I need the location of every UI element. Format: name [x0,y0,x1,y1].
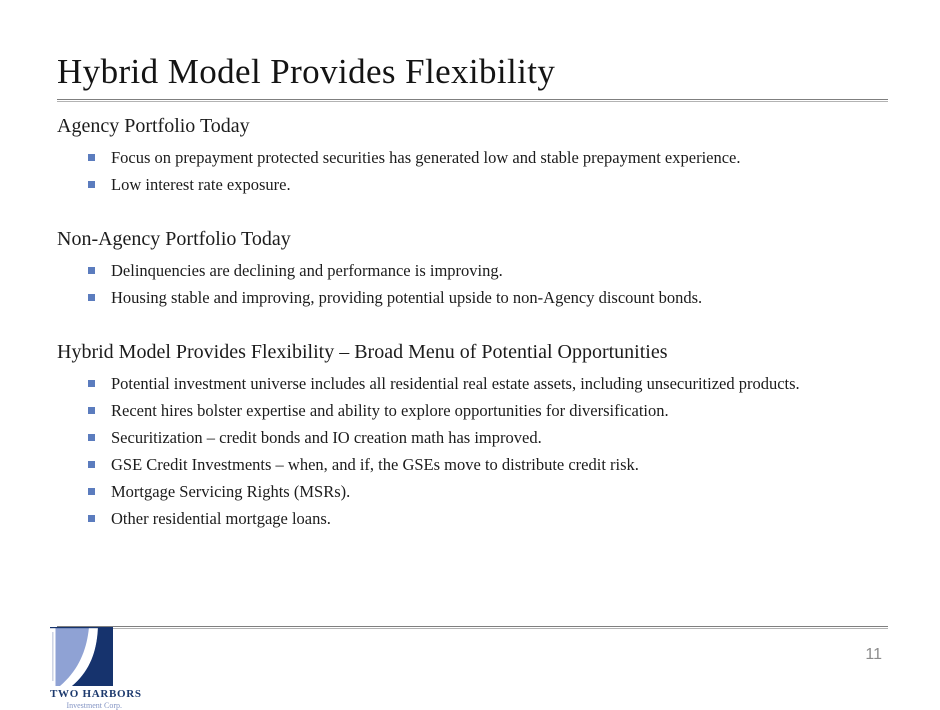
bullet-text: Delinquencies are declining and performance is improving. [111,261,503,281]
section-heading: Hybrid Model Provides Flexibility – Broad Menu of Potential Opportunities [57,341,668,364]
bullet-item [57,288,895,307]
bullet-item [57,509,895,528]
two-harbors-logo-mark-icon [50,627,122,686]
bullet-item [57,401,895,420]
bullet-item [57,175,895,194]
bullet-text: Potential investment universe includes all residential real estate assets, including unsecuritized products. [111,374,800,394]
bullet-square-icon [88,488,95,495]
bullet-text: Low interest rate exposure. [111,175,291,195]
bullet-item [57,455,895,474]
bullet-square-icon [88,267,95,274]
bullet-item [57,482,895,501]
bullet-item [57,374,895,393]
bullet-text: Recent hires bolster expertise and ability to explore opportunities for diversification. [111,401,669,421]
bullet-square-icon [88,407,95,414]
bullet-square-icon [88,154,95,161]
bullet-text: Other residential mortgage loans. [111,509,331,529]
bullet-list [57,374,895,528]
bullet-list [57,148,895,194]
bullet-square-icon [88,181,95,188]
bullet-text: Housing stable and improving, providing potential upside to non-Agency discount bonds. [111,288,703,308]
bullet-square-icon [88,434,95,441]
section-heading: Non-Agency Portfolio Today [57,228,291,251]
bullet-square-icon [88,380,95,387]
page-number: 11 [865,646,882,663]
section-agency-portfolio [57,114,895,194]
slide-title: Hybrid Model Provides Flexibility [57,52,556,91]
section-hybrid-model-opportunities [57,340,895,528]
bullet-text: Focus on prepayment protected securities has generated low and stable prepayment experience. [111,148,741,168]
bullet-square-icon [88,294,95,301]
section-non-agency-portfolio [57,227,895,307]
bullet-square-icon [88,461,95,468]
bullet-item [57,428,895,447]
bullet-text: Securitization – credit bonds and IO creation math has improved. [111,428,542,448]
bullet-square-icon [88,515,95,522]
logo-company-name: TWO HARBORS [50,688,142,700]
two-harbors-logo [50,627,142,710]
section-heading: Agency Portfolio Today [57,115,250,138]
bullet-item [57,148,895,167]
title-divider [57,99,888,102]
bullet-text: Mortgage Servicing Rights (MSRs). [111,482,351,502]
footer-divider [57,626,888,629]
bullet-item [57,261,895,280]
bullet-text: GSE Credit Investments – when, and if, the GSEs move to distribute credit risk. [111,455,639,475]
bullet-list [57,261,895,307]
logo-company-subtitle: Investment Corp. [66,701,122,710]
